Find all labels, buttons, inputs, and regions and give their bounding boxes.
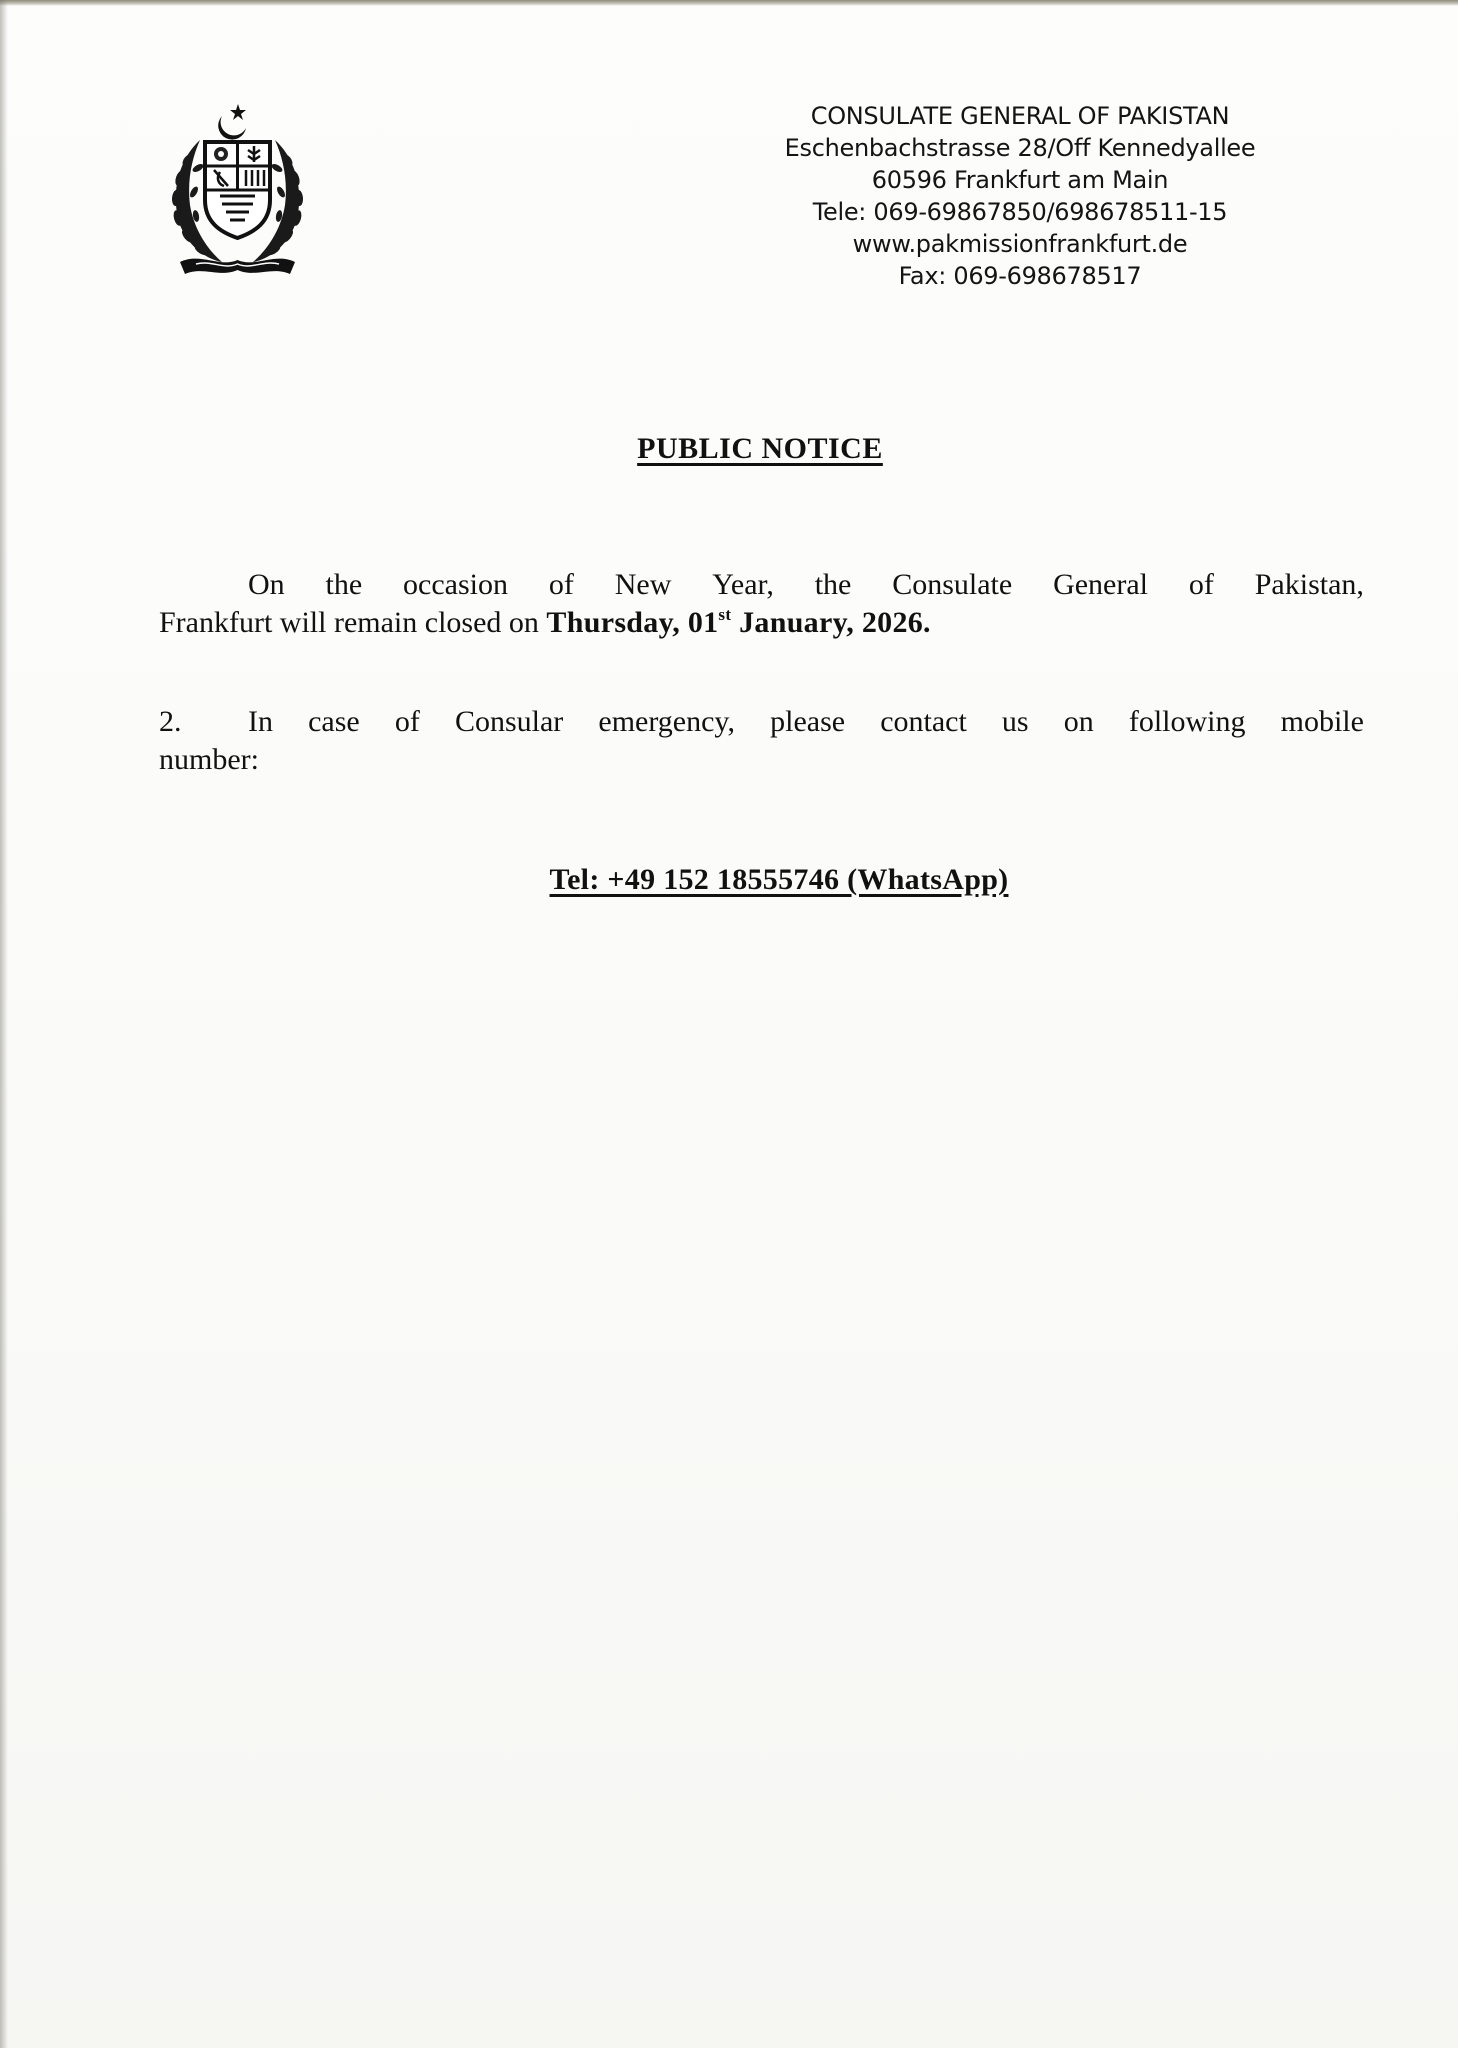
letterhead-city: 60596 Frankfurt am Main: [871, 166, 1169, 194]
closing-date-day: Thursday, 01: [546, 606, 719, 639]
paragraph-2-word: mobile: [1280, 705, 1364, 738]
paragraph-1-word: General: [1053, 568, 1149, 601]
letterhead-fax: Fax: 069-698678517: [898, 262, 1142, 290]
emergency-contact: Tel: +49 152 18555746 (WhatsApp): [549, 863, 1009, 896]
letterhead-org: CONSULATE GENERAL OF PAKISTAN: [810, 102, 1230, 130]
paragraph-1-word: Consulate: [892, 568, 1013, 601]
paragraph-2-lead: [159, 703, 273, 741]
paragraph-2-word: us: [1001, 705, 1029, 738]
paragraph-1-word: New: [614, 568, 672, 601]
shield-icon: [205, 142, 270, 238]
paragraph-1-word: Year,: [712, 568, 774, 601]
paragraph-1-word: Pakistan,: [1254, 568, 1364, 601]
paragraph-2-word: Consular: [454, 705, 564, 738]
letterhead: [740, 100, 1300, 292]
paragraph-2-word: please: [770, 705, 846, 738]
paragraph-1-word: of: [1188, 568, 1214, 601]
paragraph-1-word: On: [248, 568, 285, 601]
paragraph-2-number: 2.: [159, 705, 182, 738]
page-top-edge: [0, 0, 1458, 6]
paragraph-1-word: of: [548, 568, 574, 601]
paragraph-2-word: contact: [880, 705, 967, 738]
paragraph-1-word: occasion: [403, 568, 509, 601]
paragraph-1: [159, 566, 1364, 642]
paragraph-2-word: In: [248, 705, 273, 738]
paragraph-1-word: the: [814, 568, 852, 601]
scroll-icon: [180, 259, 295, 274]
paragraph-2-word: on: [1063, 705, 1094, 738]
paragraph-2-word: case: [308, 705, 360, 738]
paragraph-2-word: following: [1128, 705, 1246, 738]
paragraph-2-word: emergency,: [598, 705, 735, 738]
paragraph-2: [159, 703, 1364, 779]
letterhead-website: www.pakmissionfrankfurt.de: [852, 230, 1188, 258]
paragraph-1-line-2: [159, 604, 1364, 642]
closing-date-suffix: st: [718, 605, 732, 624]
letterhead-tele: Tele: 069-69867850/698678511-15: [812, 198, 1228, 226]
paragraph-2-word: of: [394, 705, 420, 738]
closing-date: [546, 606, 930, 639]
paragraph-1-word: the: [325, 568, 363, 601]
letterhead-street: Eschenbachstrasse 28/Off Kennedyallee: [784, 134, 1256, 162]
paragraph-1-line-1: [159, 566, 1364, 604]
state-emblem-icon: [160, 100, 315, 280]
closing-date-rest: January, 2026.: [731, 606, 931, 639]
paragraph-1-prefix: Frankfurt will remain closed on: [159, 606, 547, 639]
crescent-star-icon: [218, 104, 246, 140]
page-left-edge: [0, 0, 8, 2048]
paragraph-2-line-2: number:: [159, 743, 259, 776]
paragraph-2-line-1: [159, 703, 1364, 741]
notice-title: PUBLIC NOTICE: [637, 432, 883, 465]
